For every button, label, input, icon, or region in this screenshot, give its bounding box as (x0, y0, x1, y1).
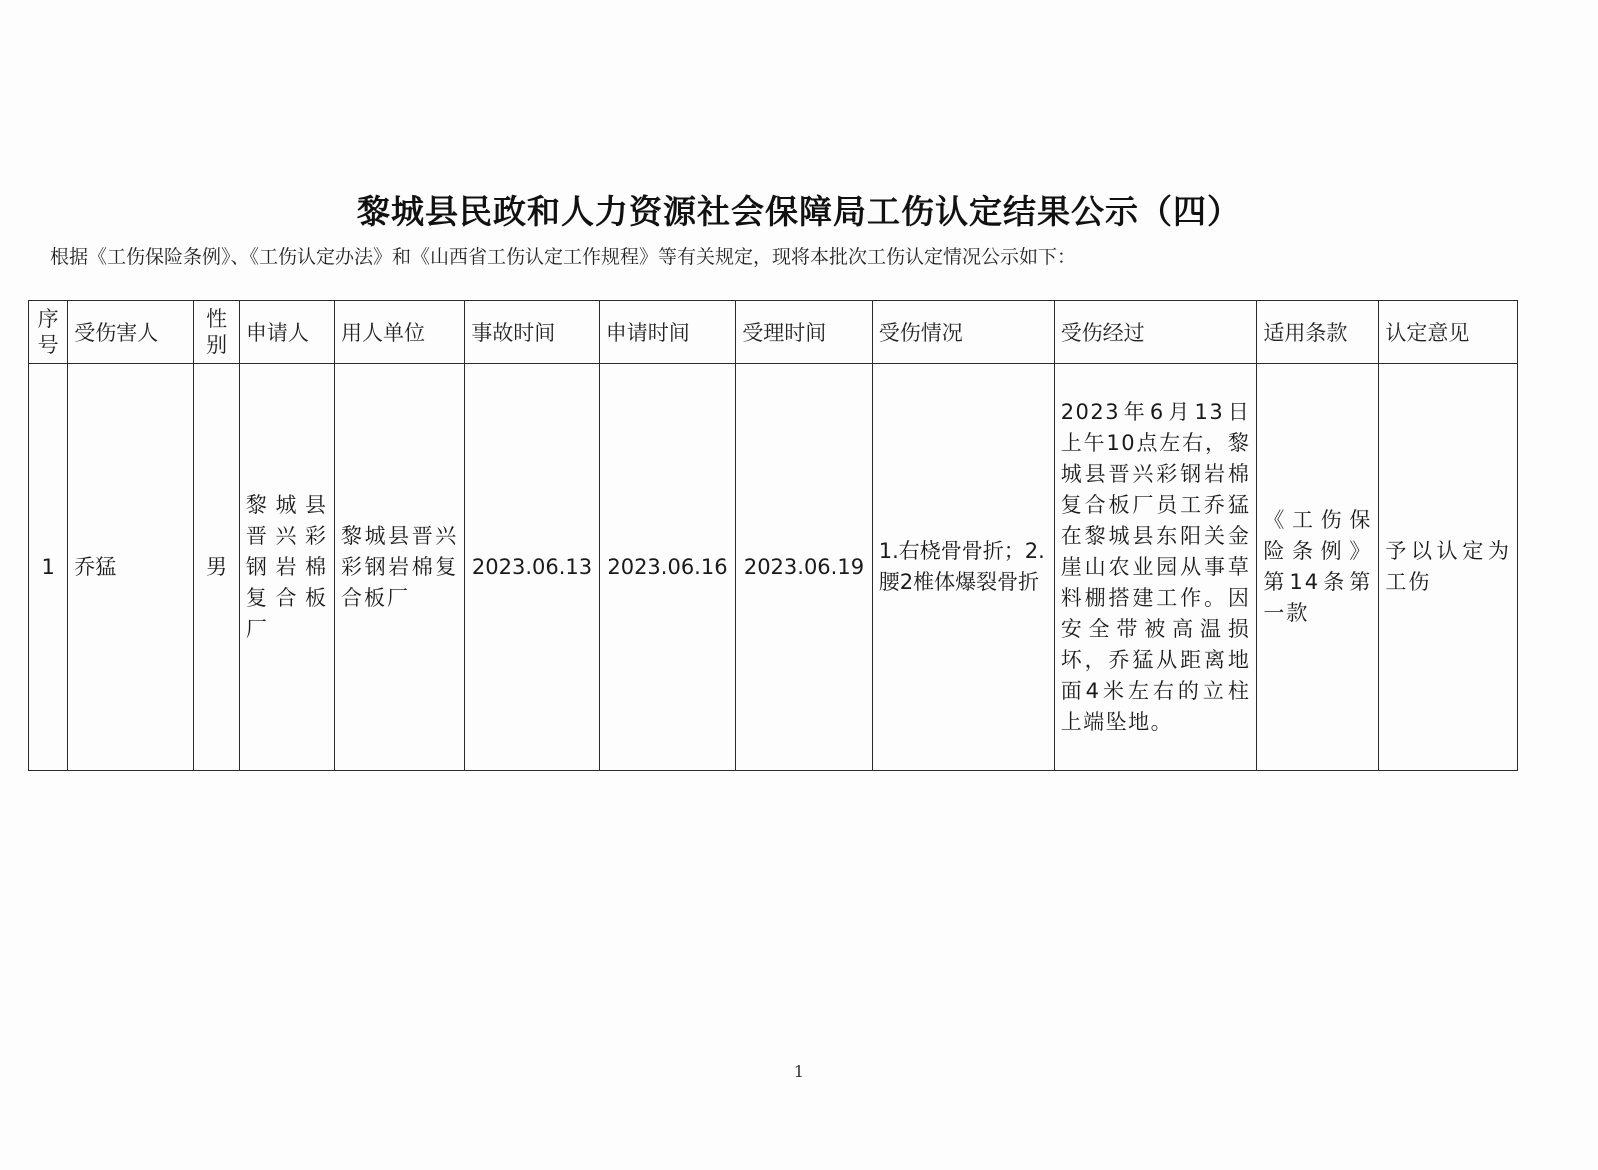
header-accident-date: 事故时间 (465, 301, 599, 364)
cell-apply-date: 2023.06.16 (599, 364, 735, 771)
header-accept-date: 受理时间 (736, 301, 872, 364)
cell-process: 2023年6月13日上午10点左右，黎城县晋兴彩钢岩棉复合板厂员工乔猛在黎城县东阳关金崖山农业园从事草料棚搭建工作。因安全带被高温损坏，乔猛从距离地面4米左右的立柱上端坠地。 (1054, 364, 1257, 771)
header-applicant: 申请人 (239, 301, 334, 364)
table-header-row (29, 301, 1518, 364)
table-row (29, 364, 1518, 771)
cell-gender: 男 (194, 364, 239, 771)
cell-victim: 乔猛 (68, 364, 194, 771)
header-employer: 用人单位 (335, 301, 465, 364)
header-victim: 受伤害人 (68, 301, 194, 364)
cell-clause: 《工伤保险条例》第14条第一款 (1257, 364, 1379, 771)
header-process: 受伤经过 (1054, 301, 1257, 364)
page-title: 黎城县民政和人力资源社会保障局工伤认定结果公示（四） (357, 192, 1241, 231)
cell-accident-date: 2023.06.13 (465, 364, 599, 771)
header-apply-date: 申请时间 (599, 301, 735, 364)
intro-paragraph: 根据《工伤保险条例》、《工伤认定办法》和《山西省工伤认定工作规程》等有关规定，现将本批次工伤认定情况公示如下： (50, 246, 1077, 268)
cell-seq: 1 (29, 364, 68, 771)
cell-applicant: 黎城县晋兴彩钢岩棉复合板厂 (239, 364, 334, 771)
page-number: 1 (793, 1062, 805, 1081)
header-clause: 适用条款 (1257, 301, 1379, 364)
header-opinion: 认定意见 (1379, 301, 1518, 364)
header-gender: 性别 (194, 301, 239, 364)
header-seq: 序号 (29, 301, 68, 364)
header-injury: 受伤情况 (872, 301, 1054, 364)
cell-injury: 1.右桡骨骨折；2.腰2椎体爆裂骨折 (872, 364, 1054, 771)
cell-accept-date: 2023.06.19 (736, 364, 872, 771)
injury-result-table (28, 300, 1518, 771)
cell-opinion: 予以认定为工伤 (1379, 364, 1518, 771)
cell-employer: 黎城县晋兴彩钢岩棉复合板厂 (335, 364, 465, 771)
